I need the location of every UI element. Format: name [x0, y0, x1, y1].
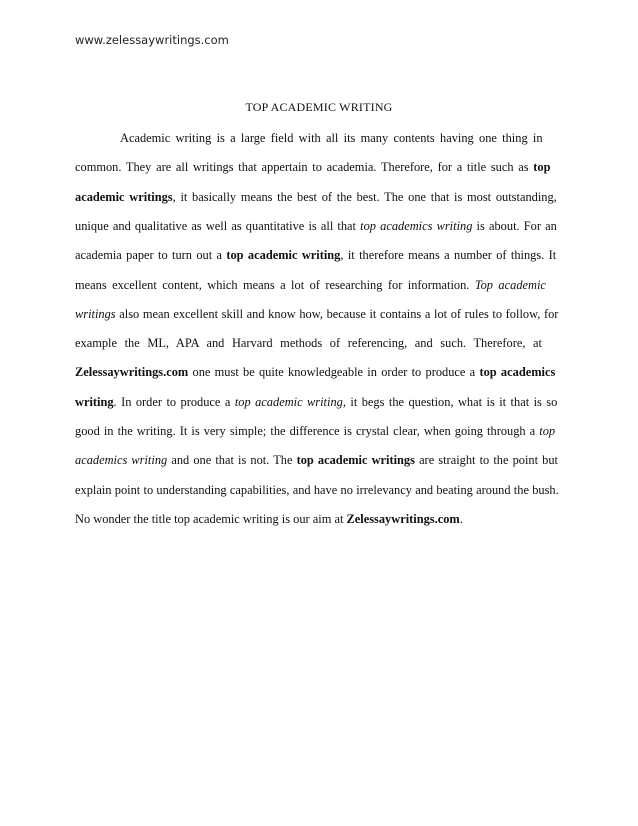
text-run: , it begs the question, what is it that is so	[342, 394, 558, 409]
text-run: , it basically means the best of the best. The one that is most outstanding,	[172, 189, 557, 204]
text-run: common. They are all writings that appertain to academia. Therefore, for a title such as	[75, 160, 534, 175]
paragraph-line	[120, 131, 543, 146]
bold-text: writing	[75, 394, 114, 409]
document-title: TOP ACADEMIC WRITING	[245, 100, 393, 114]
paragraph-line	[75, 365, 555, 380]
paragraph-line	[75, 424, 555, 439]
paragraph-line	[75, 512, 463, 527]
text-run: .	[459, 511, 463, 526]
bold-text: Zelessaywritings.com	[75, 365, 189, 380]
text-run: No wonder the title top academic writing is our aim at	[75, 511, 347, 526]
paragraph-line	[75, 483, 559, 498]
bold-text: top academic writing	[226, 248, 341, 263]
text-run: means excellent content, which means a lot of researching for information.	[75, 277, 475, 292]
text-run: , it therefore means a number of things. It	[340, 248, 557, 263]
bold-text: top	[533, 160, 551, 175]
italic-text: academics writing	[75, 453, 168, 468]
text-run: are straight to the point but	[414, 453, 558, 468]
paragraph-line	[75, 336, 542, 351]
text-run: is about. For an	[472, 218, 557, 233]
paragraph-line	[75, 190, 557, 205]
italic-text: top academics writing	[360, 218, 473, 233]
text-run: good in the writing. It is very simple; the difference is crystal clear, when going through a	[75, 424, 540, 438]
text-run: and one that is not. The	[167, 453, 297, 468]
italic-text: writings	[75, 306, 116, 321]
bold-text: academic writings	[75, 189, 173, 204]
text-run: Academic writing is a large field with all its many contents having one thing in	[120, 131, 543, 145]
paragraph-line	[75, 219, 557, 234]
text-run: academia paper to turn out a	[75, 248, 227, 263]
paragraph-line	[75, 160, 550, 175]
paragraph-line	[75, 453, 558, 468]
paragraph-line	[75, 395, 557, 410]
bold-text: Zelessaywritings.com	[346, 511, 460, 526]
paragraph-line	[75, 307, 558, 322]
text-run: example the ML, APA and Harvard methods of referencing, and such. Therefore, at	[75, 336, 542, 351]
text-run: one must be quite knowledgeable in order to produce a	[188, 365, 480, 380]
page-header-site-url: www.zelessaywritings.com	[75, 33, 229, 47]
text-run: unique and qualitative as well as quantitative is all that	[75, 218, 361, 233]
paragraph-line	[75, 248, 556, 263]
italic-text: top	[539, 424, 556, 438]
italic-text: top academic writing	[234, 394, 343, 409]
italic-text: Top academic	[474, 277, 546, 292]
paragraph-line	[75, 278, 546, 293]
text-run: explain point to understanding capabilities, and have no irrelevancy and beating around the bush.	[75, 482, 559, 497]
text-run: . In order to produce a	[113, 394, 235, 409]
bold-text: top academics	[479, 365, 556, 380]
text-run: also mean excellent skill and know how, because it contains a lot of rules to follow, for	[115, 306, 559, 321]
bold-text: top academic writings	[296, 453, 415, 468]
